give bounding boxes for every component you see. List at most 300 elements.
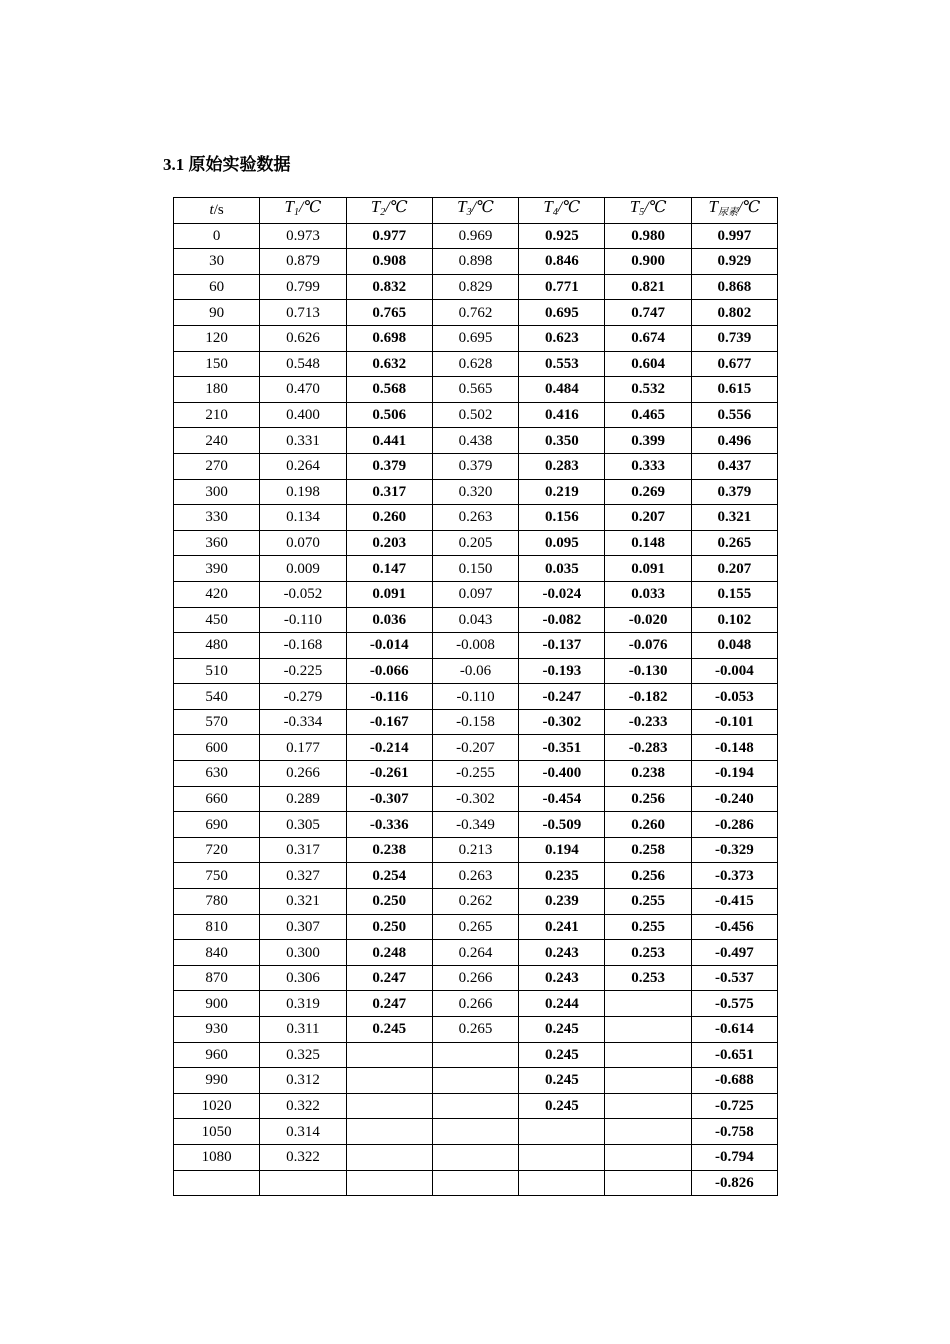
table-row bbox=[174, 1144, 778, 1170]
table-cell: 0.604 bbox=[605, 351, 691, 377]
table-cell: 120 bbox=[174, 325, 260, 351]
table-cell: 0.255 bbox=[605, 889, 691, 915]
table-cell: -0.794 bbox=[691, 1144, 777, 1170]
table-row bbox=[174, 709, 778, 735]
table-cell: 0.155 bbox=[691, 581, 777, 607]
table-cell bbox=[346, 1144, 432, 1170]
table-cell: 0.762 bbox=[432, 300, 518, 326]
table-cell bbox=[432, 1042, 518, 1068]
table-row bbox=[174, 837, 778, 863]
table-cell: 0.255 bbox=[605, 914, 691, 940]
table-cell: 0.289 bbox=[260, 786, 346, 812]
table-cell: 0.925 bbox=[519, 223, 605, 249]
table-cell: 0.568 bbox=[346, 377, 432, 403]
table-cell: 0.314 bbox=[260, 1119, 346, 1145]
experiment-data-table bbox=[173, 197, 778, 1196]
table-row bbox=[174, 812, 778, 838]
table-cell: 0.632 bbox=[346, 351, 432, 377]
table-cell: 0.245 bbox=[519, 1068, 605, 1094]
table-cell: -0.400 bbox=[519, 761, 605, 787]
header-t4-subscript: 4 bbox=[552, 207, 558, 219]
table-cell: 600 bbox=[174, 735, 260, 761]
table-cell: -0.261 bbox=[346, 761, 432, 787]
table-cell bbox=[605, 1042, 691, 1068]
table-cell: 630 bbox=[174, 761, 260, 787]
table-cell: 0.416 bbox=[519, 402, 605, 428]
header-time bbox=[174, 198, 260, 224]
header-t1-subscript: 1 bbox=[294, 207, 299, 219]
table-cell bbox=[605, 1119, 691, 1145]
table-cell: -0.758 bbox=[691, 1119, 777, 1145]
table-cell bbox=[519, 1119, 605, 1145]
table-cell: 0.908 bbox=[346, 249, 432, 275]
table-cell: 0.502 bbox=[432, 402, 518, 428]
table-cell: -0.193 bbox=[519, 658, 605, 684]
table-row bbox=[174, 965, 778, 991]
table-cell: 0.350 bbox=[519, 428, 605, 454]
table-cell: 0.333 bbox=[605, 453, 691, 479]
table-cell: 0.177 bbox=[260, 735, 346, 761]
table-cell: 0.253 bbox=[605, 965, 691, 991]
header-t4-symbol: T bbox=[543, 197, 553, 217]
table-cell: -0.283 bbox=[605, 735, 691, 761]
table-cell: -0.509 bbox=[519, 812, 605, 838]
table-cell: 0.321 bbox=[691, 505, 777, 531]
table-cell bbox=[432, 1170, 518, 1196]
table-cell: 0.879 bbox=[260, 249, 346, 275]
table-cell: 0.263 bbox=[432, 505, 518, 531]
table-cell: -0.725 bbox=[691, 1093, 777, 1119]
table-cell: -0.130 bbox=[605, 658, 691, 684]
table-cell: 0.247 bbox=[346, 991, 432, 1017]
table-row bbox=[174, 505, 778, 531]
table-cell: 0.283 bbox=[519, 453, 605, 479]
table-row bbox=[174, 889, 778, 915]
table-cell: 420 bbox=[174, 581, 260, 607]
table-cell: 930 bbox=[174, 1017, 260, 1043]
table-row bbox=[174, 274, 778, 300]
table-cell bbox=[346, 1170, 432, 1196]
table-row bbox=[174, 581, 778, 607]
table-cell bbox=[432, 1144, 518, 1170]
table-cell: 750 bbox=[174, 863, 260, 889]
table-cell: -0.255 bbox=[432, 761, 518, 787]
table-cell: 330 bbox=[174, 505, 260, 531]
table-row bbox=[174, 1042, 778, 1068]
table-header-row bbox=[174, 198, 778, 224]
table-cell: 1080 bbox=[174, 1144, 260, 1170]
table-cell bbox=[346, 1042, 432, 1068]
table-cell: 0.379 bbox=[691, 479, 777, 505]
table-cell: 0.263 bbox=[432, 863, 518, 889]
header-t-urea-subscript: 尿素 bbox=[717, 207, 738, 219]
table-cell: 0.317 bbox=[346, 479, 432, 505]
table-cell: 0.868 bbox=[691, 274, 777, 300]
table-cell: -0.052 bbox=[260, 581, 346, 607]
table-cell: 0.802 bbox=[691, 300, 777, 326]
table-cell: 0.150 bbox=[432, 556, 518, 582]
table-cell: 780 bbox=[174, 889, 260, 915]
table-cell: -0.456 bbox=[691, 914, 777, 940]
table-row bbox=[174, 428, 778, 454]
table-cell: 0.307 bbox=[260, 914, 346, 940]
table-cell: 570 bbox=[174, 709, 260, 735]
header-t1-unit: /℃ bbox=[299, 199, 322, 217]
table-cell: 0.258 bbox=[605, 837, 691, 863]
table-cell: -0.082 bbox=[519, 607, 605, 633]
table-cell: 0.327 bbox=[260, 863, 346, 889]
table-row bbox=[174, 530, 778, 556]
table-cell: 0.213 bbox=[432, 837, 518, 863]
table-cell: -0.110 bbox=[432, 684, 518, 710]
table-cell: 0.765 bbox=[346, 300, 432, 326]
table-row bbox=[174, 479, 778, 505]
table-cell: 0.260 bbox=[605, 812, 691, 838]
table-cell bbox=[605, 1017, 691, 1043]
header-time-unit: /s bbox=[213, 202, 224, 219]
table-cell bbox=[346, 1093, 432, 1119]
table-cell: 0.247 bbox=[346, 965, 432, 991]
table-cell: -0.286 bbox=[691, 812, 777, 838]
table-cell bbox=[346, 1119, 432, 1145]
table-cell: 210 bbox=[174, 402, 260, 428]
table-row bbox=[174, 453, 778, 479]
table-cell: -0.302 bbox=[519, 709, 605, 735]
table-cell: 0.091 bbox=[605, 556, 691, 582]
table-cell: 690 bbox=[174, 812, 260, 838]
table-cell: 990 bbox=[174, 1068, 260, 1094]
table-cell: 0.306 bbox=[260, 965, 346, 991]
table-cell: 0.739 bbox=[691, 325, 777, 351]
table-cell: 0.320 bbox=[432, 479, 518, 505]
table-row bbox=[174, 684, 778, 710]
table-cell: 0.238 bbox=[346, 837, 432, 863]
table-cell: 0.626 bbox=[260, 325, 346, 351]
table-cell: -0.302 bbox=[432, 786, 518, 812]
table-cell: 0.677 bbox=[691, 351, 777, 377]
table-cell: -0.233 bbox=[605, 709, 691, 735]
table-cell: -0.334 bbox=[260, 709, 346, 735]
table-cell: 510 bbox=[174, 658, 260, 684]
table-row bbox=[174, 1017, 778, 1043]
table-row bbox=[174, 863, 778, 889]
table-cell: 0.254 bbox=[346, 863, 432, 889]
table-cell: 0.253 bbox=[605, 940, 691, 966]
table-row bbox=[174, 402, 778, 428]
table-cell: 0.829 bbox=[432, 274, 518, 300]
table-cell: 0.235 bbox=[519, 863, 605, 889]
table-row bbox=[174, 223, 778, 249]
table-row bbox=[174, 658, 778, 684]
table-cell: 480 bbox=[174, 633, 260, 659]
table-cell: 900 bbox=[174, 991, 260, 1017]
table-cell: 0.070 bbox=[260, 530, 346, 556]
table-cell: 0.506 bbox=[346, 402, 432, 428]
table-cell: 0.207 bbox=[605, 505, 691, 531]
table-cell: -0.575 bbox=[691, 991, 777, 1017]
table-cell: 0.250 bbox=[346, 889, 432, 915]
table-cell: -0.329 bbox=[691, 837, 777, 863]
table-cell: 0.256 bbox=[605, 786, 691, 812]
table-cell bbox=[260, 1170, 346, 1196]
table-cell: 0.241 bbox=[519, 914, 605, 940]
table-cell: 90 bbox=[174, 300, 260, 326]
table-cell: 0.243 bbox=[519, 965, 605, 991]
table-cell: 0.265 bbox=[432, 914, 518, 940]
table-cell: -0.826 bbox=[691, 1170, 777, 1196]
table-cell: 870 bbox=[174, 965, 260, 991]
table-cell: 0.470 bbox=[260, 377, 346, 403]
table-cell: -0.076 bbox=[605, 633, 691, 659]
table-row bbox=[174, 1068, 778, 1094]
header-t1 bbox=[260, 198, 346, 224]
table-cell: 0.973 bbox=[260, 223, 346, 249]
table-cell: -0.101 bbox=[691, 709, 777, 735]
table-cell: 0.695 bbox=[432, 325, 518, 351]
table-cell: 0.243 bbox=[519, 940, 605, 966]
table-cell: 0.969 bbox=[432, 223, 518, 249]
table-cell: 1020 bbox=[174, 1093, 260, 1119]
table-cell: -0.066 bbox=[346, 658, 432, 684]
table-cell: 0.399 bbox=[605, 428, 691, 454]
header-t1-symbol: T bbox=[284, 197, 294, 217]
table-cell: -0.688 bbox=[691, 1068, 777, 1094]
table-cell: 0.035 bbox=[519, 556, 605, 582]
table-cell: -0.148 bbox=[691, 735, 777, 761]
header-t-urea-unit: /℃ bbox=[737, 199, 761, 217]
table-cell: -0.614 bbox=[691, 1017, 777, 1043]
table-cell: 0.900 bbox=[605, 249, 691, 275]
table-cell: -0.06 bbox=[432, 658, 518, 684]
table-cell: 0.846 bbox=[519, 249, 605, 275]
table-cell: 0.305 bbox=[260, 812, 346, 838]
table-cell: 0.250 bbox=[346, 914, 432, 940]
table-cell: 0.441 bbox=[346, 428, 432, 454]
table-cell: 0.438 bbox=[432, 428, 518, 454]
table-row bbox=[174, 377, 778, 403]
table-row bbox=[174, 633, 778, 659]
table-row bbox=[174, 786, 778, 812]
table-row bbox=[174, 556, 778, 582]
table-cell: 0.977 bbox=[346, 223, 432, 249]
table-row bbox=[174, 351, 778, 377]
table-cell: 0.269 bbox=[605, 479, 691, 505]
table-cell: 0.615 bbox=[691, 377, 777, 403]
header-t5-symbol: T bbox=[629, 197, 640, 217]
table-row bbox=[174, 991, 778, 1017]
table-cell: 300 bbox=[174, 479, 260, 505]
table-cell: -0.240 bbox=[691, 786, 777, 812]
table-cell: 0.194 bbox=[519, 837, 605, 863]
header-t4-unit: /℃ bbox=[557, 199, 581, 217]
table-cell: -0.167 bbox=[346, 709, 432, 735]
table-cell bbox=[346, 1068, 432, 1094]
table-cell: 0.832 bbox=[346, 274, 432, 300]
table-cell bbox=[605, 1093, 691, 1119]
table-cell: 0.266 bbox=[260, 761, 346, 787]
table-cell: 240 bbox=[174, 428, 260, 454]
header-t2-symbol: T bbox=[370, 197, 381, 217]
table-cell: 0.095 bbox=[519, 530, 605, 556]
table-cell: 0.322 bbox=[260, 1144, 346, 1170]
table-cell: -0.349 bbox=[432, 812, 518, 838]
table-cell: 0.400 bbox=[260, 402, 346, 428]
table-cell: 0.262 bbox=[432, 889, 518, 915]
table-cell: 0.207 bbox=[691, 556, 777, 582]
table-cell: -0.537 bbox=[691, 965, 777, 991]
table-cell: 0.484 bbox=[519, 377, 605, 403]
table-cell bbox=[432, 1093, 518, 1119]
table-cell: 0.980 bbox=[605, 223, 691, 249]
table-cell: -0.247 bbox=[519, 684, 605, 710]
table-cell: 0.317 bbox=[260, 837, 346, 863]
table-cell: 180 bbox=[174, 377, 260, 403]
table-cell: 0.331 bbox=[260, 428, 346, 454]
table-cell: -0.279 bbox=[260, 684, 346, 710]
table-cell: 0.009 bbox=[260, 556, 346, 582]
table-cell: 0.565 bbox=[432, 377, 518, 403]
header-t4 bbox=[519, 198, 605, 224]
table-cell: 0.553 bbox=[519, 351, 605, 377]
header-t-urea bbox=[691, 198, 777, 224]
table-cell: 0.102 bbox=[691, 607, 777, 633]
table-cell: -0.207 bbox=[432, 735, 518, 761]
table-cell: 0.134 bbox=[260, 505, 346, 531]
table-cell: 0.623 bbox=[519, 325, 605, 351]
table-body bbox=[174, 223, 778, 1196]
header-t2-unit: /℃ bbox=[385, 199, 408, 217]
header-t5 bbox=[605, 198, 691, 224]
table-cell bbox=[605, 1170, 691, 1196]
table-cell: 360 bbox=[174, 530, 260, 556]
header-t2 bbox=[346, 198, 432, 224]
table-cell: 0.239 bbox=[519, 889, 605, 915]
table-cell: -0.110 bbox=[260, 607, 346, 633]
table-cell: 270 bbox=[174, 453, 260, 479]
table-cell: 720 bbox=[174, 837, 260, 863]
table-cell: 0.036 bbox=[346, 607, 432, 633]
table-cell: 0.264 bbox=[432, 940, 518, 966]
table-cell: 0.156 bbox=[519, 505, 605, 531]
table-cell: 0.771 bbox=[519, 274, 605, 300]
table-cell bbox=[432, 1068, 518, 1094]
table-cell: 0.713 bbox=[260, 300, 346, 326]
table-cell: 0.245 bbox=[519, 1017, 605, 1043]
table-cell: 0.097 bbox=[432, 581, 518, 607]
table-cell: 540 bbox=[174, 684, 260, 710]
table-cell bbox=[605, 1144, 691, 1170]
table-cell: -0.415 bbox=[691, 889, 777, 915]
table-cell: 0.256 bbox=[605, 863, 691, 889]
table-cell: 0.266 bbox=[432, 965, 518, 991]
table-cell: 0.219 bbox=[519, 479, 605, 505]
table-cell: 450 bbox=[174, 607, 260, 633]
table-cell: 810 bbox=[174, 914, 260, 940]
header-t3 bbox=[432, 198, 518, 224]
table-cell: -0.168 bbox=[260, 633, 346, 659]
table-cell: -0.307 bbox=[346, 786, 432, 812]
table-cell: 0.898 bbox=[432, 249, 518, 275]
table-cell: 0.821 bbox=[605, 274, 691, 300]
table-row bbox=[174, 1119, 778, 1145]
table-cell: 0.198 bbox=[260, 479, 346, 505]
table-cell: -0.651 bbox=[691, 1042, 777, 1068]
table-cell: 0.437 bbox=[691, 453, 777, 479]
table-cell: 0.997 bbox=[691, 223, 777, 249]
table-cell: 0.312 bbox=[260, 1068, 346, 1094]
table-cell: 0.245 bbox=[519, 1042, 605, 1068]
table-cell: 0.147 bbox=[346, 556, 432, 582]
table-cell: -0.053 bbox=[691, 684, 777, 710]
table-row bbox=[174, 761, 778, 787]
header-t3-unit: /℃ bbox=[471, 199, 494, 217]
table-cell: 0.556 bbox=[691, 402, 777, 428]
table-cell: 840 bbox=[174, 940, 260, 966]
table-cell: -0.373 bbox=[691, 863, 777, 889]
table-cell: 1050 bbox=[174, 1119, 260, 1145]
table-cell: -0.497 bbox=[691, 940, 777, 966]
table-cell: 0.695 bbox=[519, 300, 605, 326]
table-cell: -0.194 bbox=[691, 761, 777, 787]
table-cell: 0.048 bbox=[691, 633, 777, 659]
table-cell: -0.158 bbox=[432, 709, 518, 735]
table-cell: -0.116 bbox=[346, 684, 432, 710]
table-row bbox=[174, 300, 778, 326]
table-cell: 0.245 bbox=[519, 1093, 605, 1119]
header-t3-symbol: T bbox=[457, 197, 467, 217]
table-cell: 0.548 bbox=[260, 351, 346, 377]
table-cell: 0.265 bbox=[691, 530, 777, 556]
table-cell: -0.024 bbox=[519, 581, 605, 607]
table-cell: 0.379 bbox=[432, 453, 518, 479]
table-cell: -0.454 bbox=[519, 786, 605, 812]
table-cell: 0.245 bbox=[346, 1017, 432, 1043]
table-cell: -0.008 bbox=[432, 633, 518, 659]
table-cell: 0.205 bbox=[432, 530, 518, 556]
table-row bbox=[174, 940, 778, 966]
table-cell: 150 bbox=[174, 351, 260, 377]
table-cell bbox=[432, 1119, 518, 1145]
table-cell: 0.674 bbox=[605, 325, 691, 351]
section-heading: 3.1 原始实验数据 bbox=[163, 155, 291, 174]
table-cell: 0.929 bbox=[691, 249, 777, 275]
header-t-urea-symbol: T bbox=[708, 197, 718, 217]
table-row bbox=[174, 1170, 778, 1196]
header-time-symbol: t bbox=[209, 202, 214, 219]
table-cell: 0.265 bbox=[432, 1017, 518, 1043]
table-cell: 0.244 bbox=[519, 991, 605, 1017]
table-cell: 960 bbox=[174, 1042, 260, 1068]
table-cell: -0.137 bbox=[519, 633, 605, 659]
table-cell: 0.264 bbox=[260, 453, 346, 479]
table-cell: -0.014 bbox=[346, 633, 432, 659]
table-cell: 0 bbox=[174, 223, 260, 249]
table-cell: -0.336 bbox=[346, 812, 432, 838]
table-cell: -0.225 bbox=[260, 658, 346, 684]
header-t5-subscript: 5 bbox=[639, 207, 645, 219]
table-row bbox=[174, 607, 778, 633]
table-cell: 0.379 bbox=[346, 453, 432, 479]
table-cell: 0.148 bbox=[605, 530, 691, 556]
table-cell: 660 bbox=[174, 786, 260, 812]
table-cell: 60 bbox=[174, 274, 260, 300]
table-cell bbox=[519, 1170, 605, 1196]
table-cell: 0.319 bbox=[260, 991, 346, 1017]
table-cell: 0.628 bbox=[432, 351, 518, 377]
table-cell: 0.266 bbox=[432, 991, 518, 1017]
table-cell: 0.532 bbox=[605, 377, 691, 403]
table-cell: -0.214 bbox=[346, 735, 432, 761]
